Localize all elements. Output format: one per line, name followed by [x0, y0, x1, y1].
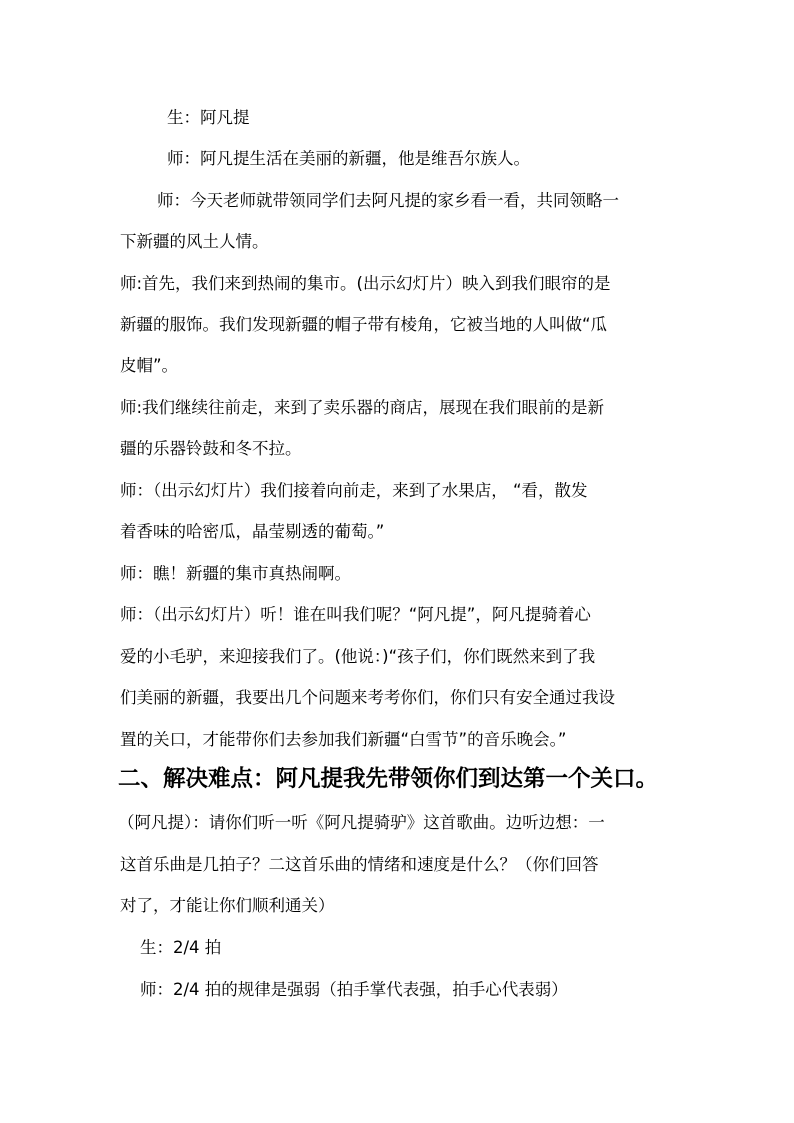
- text-line: 师：瞧！新疆的集市真热闹啊。: [120, 564, 351, 583]
- text-line: （阿凡提）：请你们听一听《阿凡提骑驴》这首歌曲。边听边想：一: [118, 813, 605, 832]
- text-line: 生：阿凡提: [167, 108, 250, 127]
- text-line: 疆的乐器铃鼓和冬不拉。: [120, 439, 302, 458]
- text-line: 爱的小毛驴，来迎接我们了。(他说：)“孩子们，你们既然来到了我: [120, 647, 596, 666]
- text-line: 着香味的哈密瓜，晶莹剔透的葡萄。”: [120, 522, 385, 541]
- text-line: 师：阿凡提生活在美丽的新疆，他是维吾尔族人。: [167, 149, 530, 168]
- text-line: 师：2/4 拍的规律是强弱（拍手掌代表强，拍手心代表弱）: [140, 980, 568, 999]
- text-line: 生：2/4 拍: [140, 938, 222, 957]
- text-line: 下新疆的风土人情。: [120, 232, 269, 251]
- text-line: 这首乐曲是几拍子？二这首乐曲的情绪和速度是什么？（你们回答: [120, 855, 599, 874]
- text-line: 师：（出示幻灯片）听！谁在叫我们呢？“阿凡提”，阿凡提骑着心: [120, 605, 591, 624]
- text-line: 师：（出示幻灯片）我们接着向前走，来到了水果店， “看，散发: [120, 481, 588, 500]
- section-heading: 二、解决难点：阿凡提我先带领你们到达第一个关口。: [118, 766, 659, 792]
- text-line: 师:我们继续往前走，来到了卖乐器的商店，展现在我们眼前的是新: [120, 398, 605, 417]
- text-line: 对了，才能让你们顺利通关）: [120, 896, 335, 915]
- text-line: 皮帽”。: [120, 356, 179, 375]
- text-line: 们美丽的新疆，我要出几个问题来考考你们，你们只有安全通过我设: [120, 688, 615, 707]
- text-line: 新疆的服饰。我们发现新疆的帽子带有棱角，它被当地的人叫做“瓜: [120, 315, 608, 334]
- text-line: 置的关口，才能带你们去参加我们新疆“白雪节”的音乐晚会。”: [120, 730, 567, 749]
- text-line: 师:首先，我们来到热闹的集市。(出示幻灯片）映入到我们眼帘的是: [120, 274, 611, 293]
- text-line: 师：今天老师就带领同学们去阿凡提的家乡看一看，共同领略一: [157, 191, 619, 210]
